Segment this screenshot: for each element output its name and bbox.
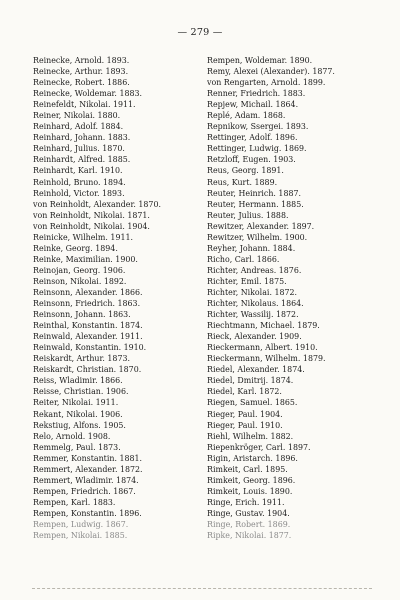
name-entry: Relo, Arnold. 1908. [33, 431, 111, 441]
bottom-rule [32, 588, 372, 589]
name-entry: Riedel, Alexander. 1874. [207, 365, 305, 375]
name-entry: Rieckermann, Albert. 1910. [207, 343, 318, 353]
name-entry: Rempen, Friedrich. 1867. [33, 486, 136, 496]
name-entry: Rettinger, Adolf. 1896. [207, 133, 298, 143]
name-entry: Reinhardt, Alfred. 1885. [33, 155, 131, 165]
name-entry: Reinwald, Alexander. 1911. [33, 332, 143, 342]
name-entry: Retzloff, Eugen. 1903. [207, 155, 296, 165]
name-entry: Reinsonn, Friedrich. 1863. [33, 299, 141, 309]
right-name-column [207, 55, 377, 541]
name-entry: Rempen, Woldemar. 1890. [207, 56, 313, 65]
name-entry: Reuter, Hermann. 1885. [207, 199, 304, 209]
name-entry: Rempen, Konstantin. 1896. [33, 508, 142, 518]
name-entry: Remmert, Wladimir. 1874. [33, 475, 139, 485]
name-entry: Rieckermann, Wilhelm. 1879. [207, 354, 326, 364]
name-entry: Reinicke, Wilhelm. 1911. [33, 232, 134, 242]
name-entry: Rettinger, Ludwig. 1869. [207, 144, 307, 154]
name-entry: Reinecke, Robert. 1886. [33, 78, 130, 88]
name-entry: Riegen, Samuel. 1865. [207, 398, 298, 408]
name-entry: Reinhard, Adolf. 1884. [33, 122, 124, 132]
name-entry: Reinhard, Julius. 1870. [33, 144, 125, 154]
name-entry: Rempen, Karl. 1883. [33, 497, 116, 507]
name-entry: Reinojan, Georg. 1906. [33, 265, 126, 275]
name-entry: Rieger, Paul. 1904. [207, 409, 283, 419]
name-entry: Reinhold, Bruno. 1894. [33, 177, 126, 187]
name-entry: Reinsonn, Johann. 1863. [33, 310, 131, 320]
name-entry: Reinke, Maximilian. 1900. [33, 254, 138, 264]
name-entry: Rempen, Nikolai. 1885. [33, 531, 128, 541]
page-number: — 279 — [177, 27, 223, 38]
name-entry: Reuter, Heinrich. 1887. [207, 188, 302, 198]
name-entry: Ringe, Gustav. 1904. [207, 508, 290, 518]
name-entry: Reisse, Christian. 1906. [33, 387, 129, 397]
name-entry: Reinhard, Johann. 1883. [33, 133, 131, 143]
name-entry: Richter, Nikolaus. 1864. [207, 299, 304, 309]
name-entry: Rimkeit, Louis. 1890. [207, 486, 293, 496]
name-entry: Riedel, Karl. 1872. [207, 387, 282, 397]
name-entry: Reinhardt, Karl. 1910. [33, 166, 123, 176]
name-entry: Reinecke, Woldemar. 1883. [33, 89, 143, 99]
name-entry: Reinwald, Konstantin. 1910. [33, 343, 147, 353]
name-entry: Ringe, Erich. 1911. [207, 497, 285, 507]
name-entry: Rigin, Aristarch. 1896. [207, 453, 298, 463]
name-entry: Remmelg, Paul. 1873. [33, 442, 121, 452]
name-entry: Richter, Wassilij. 1872. [207, 310, 299, 320]
name-entry: Remy, Alexei (Alexander). 1877. [207, 67, 335, 77]
name-entry: Reinsonn, Alexander. 1866. [33, 287, 143, 297]
name-entry: Reinthal, Konstantin. 1874. [33, 321, 143, 331]
name-entry: Reinecke, Arnold. 1893. [33, 56, 130, 65]
name-entry: Reinefeldt, Nikolai. 1911. [33, 100, 136, 110]
name-entry: Richter, Nikolai. 1872. [207, 287, 298, 297]
name-entry: Reus, Georg. 1891. [207, 166, 284, 176]
name-entry: Riedel, Dmitrij. 1874. [207, 376, 294, 386]
name-entry: Rimkeit, Georg. 1896. [207, 475, 296, 485]
name-entry: Reiskardt, Arthur. 1873. [33, 354, 130, 364]
name-entry: Reinecke, Arthur. 1893. [33, 67, 129, 77]
name-entry: Remmert, Alexander. 1872. [33, 464, 143, 474]
name-entry: Rimkeit, Carl. 1895. [207, 464, 288, 474]
name-entry: Reiskardt, Christian. 1870. [33, 365, 142, 375]
name-entry: Ringe, Robert. 1869. [207, 519, 291, 529]
name-entry: Riepenkröger, Carl. 1897. [207, 442, 311, 452]
name-entry: Riehl, Wilhelm. 1882. [207, 431, 294, 441]
name-entry: Reuter, Julius. 1888. [207, 210, 289, 220]
name-entry: Reus, Kurt. 1889. [207, 177, 278, 187]
name-entry: Renner, Friedrich. 1883. [207, 89, 306, 99]
left-name-column [33, 55, 198, 541]
name-entry: Repjew, Michail. 1864. [207, 100, 299, 110]
name-entry: von Reinholdt, Nikolai. 1871. [33, 210, 150, 220]
name-entry: Rewitzer, Alexander. 1897. [207, 221, 315, 231]
name-entry: Replé, Adam. 1868. [207, 111, 286, 121]
name-entry: Richter, Emil. 1875. [207, 276, 287, 286]
name-entry: Riechtmann, Michael. 1879. [207, 321, 320, 331]
name-entry: Richter, Andreas. 1876. [207, 265, 302, 275]
name-entry: Ripke, Nikolai. 1877. [207, 531, 292, 541]
name-entry: Richo, Carl. 1866. [207, 254, 280, 264]
name-entry: Reiss, Wladimir. 1866. [33, 376, 123, 386]
name-entry: Rewitzer, Wilhelm. 1900. [207, 232, 308, 242]
name-entry: Reiter, Nikolai. 1911. [33, 398, 119, 408]
name-entry: Repnikow, Ssergei. 1893. [207, 122, 309, 132]
name-entry: Rieck, Alexander. 1909. [207, 332, 302, 342]
name-entry: von Reinholdt, Nikolai. 1904. [33, 221, 150, 231]
name-entry: Rieger, Paul. 1910. [207, 420, 283, 430]
name-entry: Rempen, Ludwig. 1867. [33, 519, 129, 529]
name-entry: Rekant, Nikolai. 1906. [33, 409, 123, 419]
name-entry: Reiner, Nikolai. 1880. [33, 111, 121, 121]
name-entry: Remmer, Konstantin. 1881. [33, 453, 143, 463]
name-entry: von Rengarten, Arnold. 1899. [207, 78, 326, 88]
name-entry: Rekstiug, Alfons. 1905. [33, 420, 126, 430]
name-entry: Reyher, Johann. 1884. [207, 243, 296, 253]
name-entry: Reinson, Nikolai. 1892. [33, 276, 127, 286]
name-entry: Reinhold, Victor. 1893. [33, 188, 125, 198]
name-entry: von Reinholdt, Alexander. 1870. [33, 199, 161, 209]
name-entry: Reinke, Georg. 1894. [33, 243, 118, 253]
